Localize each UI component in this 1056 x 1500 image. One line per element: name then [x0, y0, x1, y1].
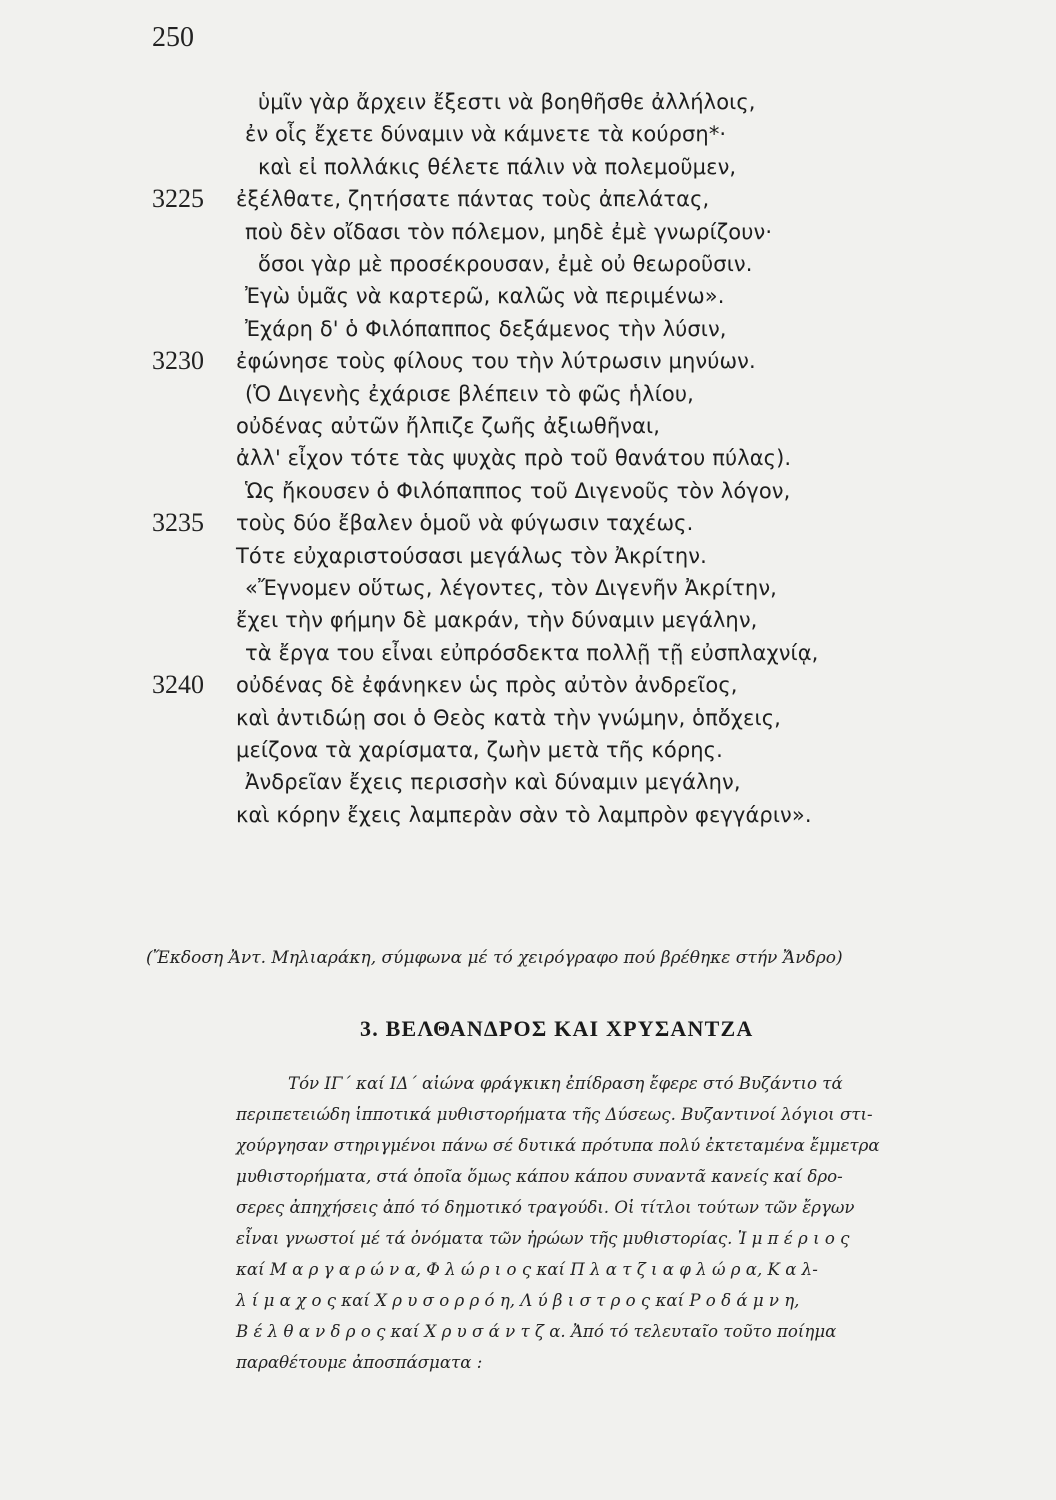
prose-text: μυθιστορήματα, στά ὁποῖα ὅμως κάπου κάπου συναντᾶ κανείς καί δρο-: [236, 1167, 843, 1186]
verse-line: μείζονα τὰ χαρίσματα, ζωὴν μετὰ τῆς κόρης.: [236, 738, 723, 762]
verse-line: ἐν οἷς ἔχετε δύναμιν νὰ κάμνετε τὰ κούρση*·: [245, 122, 727, 147]
source-note: (Ἔκδοση Ἀντ. Μηλιαράκη, σύμφωνα μέ τό χειρόγραφο πού βρέθηκε στήν Ἄνδρο): [146, 948, 843, 968]
verse-line: ὑμῖν γὰρ ἄρχειν ἔξεστι νὰ βοηθῆσθε ἀλλήλοις,: [258, 90, 756, 114]
verse-line: ποὺ δὲν οἴδασι τὸν πόλεμον, μηδὲ ἐμὲ γνωρίζουν·: [245, 219, 773, 244]
prose-line: [236, 1229, 986, 1260]
verse-line: τοὺς δύο ἔβαλεν ὁμοῦ νὰ φύγωσιν ταχέως.: [236, 511, 694, 536]
prose-line: [236, 1198, 986, 1229]
line-number: 3230: [152, 346, 204, 376]
verse-line: ἀλλ' εἶχον τότε τὰς ψυχὰς πρὸ τοῦ θανάτου πύλας).: [236, 446, 792, 471]
section-heading: 3. ΒΕΛΘΑΝΔΡΟΣ ΚΑΙ ΧΡΥΣΑΝΤΖΑ: [360, 1016, 754, 1041]
prose-line: [236, 1260, 986, 1291]
line-number: 3235: [152, 508, 204, 538]
prose-text: παραθέτουμε ἀποσπάσματα :: [236, 1353, 483, 1372]
verse-line: οὐδένας αὐτῶν ἤλπιζε ζωῆς ἀξιωθῆναι,: [236, 414, 661, 438]
prose-text: περιπετειώδη ἱπποτικά μυθιστορήματα τῆς Δύσεως. Βυζαντινοί λόγιοι στι-: [236, 1105, 873, 1124]
prose-line: [236, 1291, 986, 1322]
prose-line: [236, 1353, 986, 1384]
verse-line: καὶ ἀντιδώῃ σοι ὁ Θεὸς κατὰ τὴν γνώμην, ὁπὄχεις,: [236, 705, 781, 730]
verse-line: Τότε εὐχαριστούσασι μεγάλως τὸν Ἀκρίτην.: [236, 543, 707, 568]
prose-text: Β έ λ θ α ν δ ρ ο ς καί Χ ρ υ σ ά ν τ ζ α. Ἀπό τό τελευταῖο τοῦτο ποίημα: [236, 1322, 837, 1341]
page-number: 250: [152, 22, 194, 53]
verse-line: ἐφώνησε τοὺς φίλους του τὴν λύτρωσιν μηνύων.: [236, 349, 756, 374]
line-number: 3225: [152, 184, 204, 214]
verse-line: (Ὁ Διγενὴς ἐχάρισε βλέπειν τὸ φῶς ἡλίου,: [245, 381, 694, 406]
verse-line: καὶ κόρην ἔχεις λαμπερὰν σὰν τὸ λαμπρὸν φεγγάριν».: [236, 802, 812, 827]
verse-line: ἔχει τὴν φήμην δὲ μακράν, τὴν δύναμιν μεγάλην,: [236, 608, 758, 633]
prose-line: [236, 1105, 986, 1136]
verse-line: καὶ εἰ πολλάκις θέλετε πάλιν νὰ πολεμοῦμεν,: [258, 154, 737, 179]
verse-line: Ἐγὼ ὑμᾶς νὰ καρτερῶ, καλῶς νὰ περιμένω».: [245, 284, 725, 309]
prose-text: χούργησαν στηριγμένοι πάνω σέ δυτικά πρότυπα πολύ ἐκτεταμένα ἔμμετρα: [236, 1136, 880, 1155]
verse-line: Ἐχάρη δ' ὁ Φιλόπαππος δεξάμενος τὴν λύσιν,: [245, 316, 727, 341]
prose-line: [236, 1167, 986, 1198]
prose-line: [236, 1074, 986, 1105]
prose-text: λ ί μ α χ ο ς καί Χ ρ υ σ ο ρ ρ ό η, Λ ύ β ι σ τ ρ ο ς καί Ρ ο δ ά μ ν η,: [236, 1291, 800, 1310]
prose-block: [236, 1074, 986, 1384]
verse-line: Ἀνδρεῖαν ἔχεις περισσὴν καὶ δύναμιν μεγάλην,: [245, 770, 741, 795]
verse-line: Ὡς ἤκουσεν ὁ Φιλόπαππος τοῦ Διγενοῦς τὸν λόγον,: [245, 478, 791, 503]
verse-line: οὐδένας δὲ ἐφάνηκεν ὡς πρὸς αὐτὸν ἀνδρεῖος,: [236, 673, 738, 698]
prose-line: [236, 1136, 986, 1167]
prose-text: Τόν ΙΓ΄ καί ΙΔ΄ αἰώνα φράγκικη ἐπίδραση ἔφερε στό Βυζάντιο τά: [288, 1074, 843, 1093]
line-number: 3240: [152, 670, 204, 700]
prose-text: καί Μ α ρ γ α ρ ώ ν α, Φ λ ώ ρ ι ο ς καί Π λ α τ ζ ι α φ λ ώ ρ α, Κ α λ-: [236, 1260, 818, 1279]
verse-line: ἐξέλθατε, ζητήσατε πάντας τοὺς ἀπελάτας,: [236, 187, 710, 212]
prose-text: σερες ἀπηχήσεις ἀπό τό δημοτικό τραγούδι. Οἱ τίτλοι τούτων τῶν ἔργων: [236, 1198, 855, 1217]
verse-line: τὰ ἔργα του εἶναι εὐπρόσδεκτα πολλῇ τῇ εὐσπλαχνίᾳ,: [245, 640, 819, 665]
verse-line: ὅσοι γὰρ μὲ προσέκρουσαν, ἐμὲ οὐ θεωροῦσιν.: [258, 252, 753, 276]
verse-line: «Ἔγνομεν οὕτως, λέγοντες, τὸν Διγενῆν Ἀκρίτην,: [245, 576, 777, 600]
prose-line: [236, 1322, 986, 1353]
prose-text: εἶναι γνωστοί μέ τά ὀνόματα τῶν ἡρώων τῆς μυθιστορίας. Ἰ μ π έ ρ ι ο ς: [236, 1229, 850, 1248]
